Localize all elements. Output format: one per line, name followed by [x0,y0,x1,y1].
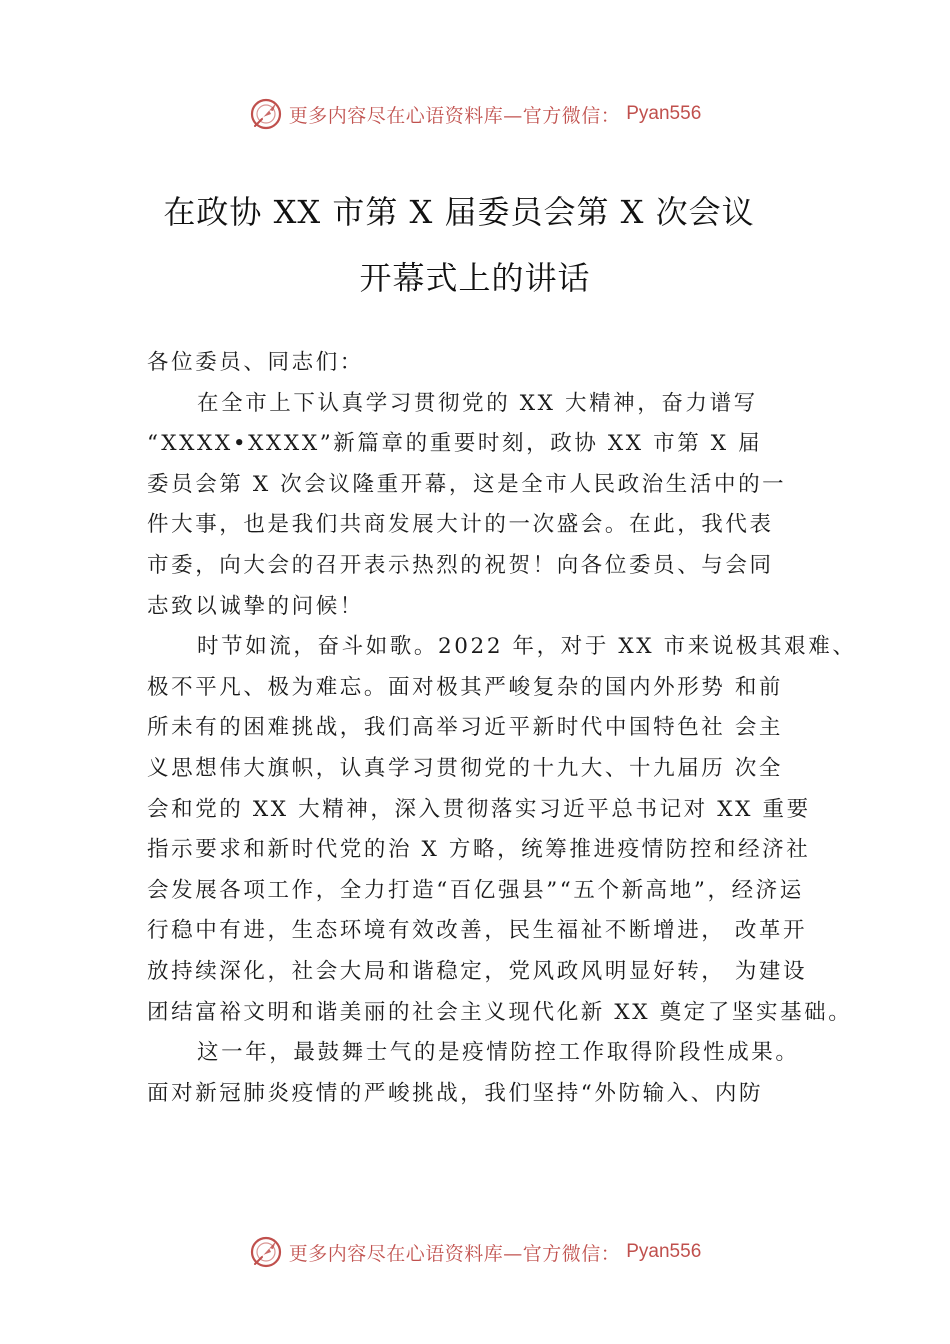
body-line: 指示要求和新时代党的治 X 方略，统筹推进疫情防控和经济社 [147,837,811,863]
quill-logo-icon [249,97,283,131]
body-line: 行稳中有进，生态环境有效改善，民生福祉不断增进， 改革开 [147,918,808,944]
body-line: 市委，向大会的召开表示热烈的祝贺！向各位委员、与会同 [147,552,774,578]
footer-banner-text: 更多内容尽在心语资料库—官方微信： [288,1242,621,1265]
body-line: 件大事，也是我们共商发展大计的一次盛会。在此，我代表 [147,512,774,538]
document-title-line-1: 在政协 XX 市第 X 届委员会第 X 次会议 [163,193,755,231]
body-line: 在全市上下认真学习贯彻党的 XX 大精神，奋力谱写 [197,390,758,416]
document-title-line-2: 开幕式上的讲话 [359,259,591,297]
body-line: 放持续深化，社会大局和谐稳定，党风政风明显好转， 为建设 [147,958,808,984]
body-line: 会发展各项工作，全力打造“百亿强县”“五个新高地”，经济运 [147,877,804,903]
body-line: 这一年，最鼓舞士气的是疫情防控工作取得阶段性成果。 [197,1040,800,1066]
body-line: “XXXX•XXXX”新篇章的重要时刻，政协 XX 市第 X 届 [147,431,763,457]
body-line: 委员会第 X 次会议隆重开幕，这是全市人民政治生活中的一 [147,471,787,497]
header-banner-wechat: Pyan556 [626,103,702,124]
salutation-line: 各位委员、同志们： [147,350,364,375]
header-banner-text: 更多内容尽在心语资料库—官方微信： [288,104,621,127]
body-line: 面对新冠肺炎疫情的严峻挑战，我们坚持“外防输入、内防 [147,1080,764,1106]
footer-watermark-banner [0,1232,950,1272]
body-line: 时节如流，奋斗如歌。2022 年，对于 XX 市来说极其艰难、 [197,634,857,660]
quill-logo-icon [249,1235,283,1269]
body-line: 会和党的 XX 大精神，深入贯彻落实习近平总书记对 XX 重要 [147,796,811,822]
header-watermark-banner [0,94,950,134]
body-line: 志致以诚挚的问候！ [147,593,364,619]
document-body [147,343,857,1114]
body-line: 极不平凡、极为难忘。面对极其严峻复杂的国内外形势 和前 [147,674,784,700]
body-line: 义思想伟大旗帜，认真学习贯彻党的十九大、十九届历 次全 [147,755,784,781]
body-line: 团结富裕文明和谐美丽的社会主义现代化新 XX 奠定了坚实基础。 [147,999,853,1025]
body-line: 所未有的困难挑战，我们高举习近平新时代中国特色社 会主 [147,715,784,741]
footer-banner-wechat: Pyan556 [626,1241,702,1262]
